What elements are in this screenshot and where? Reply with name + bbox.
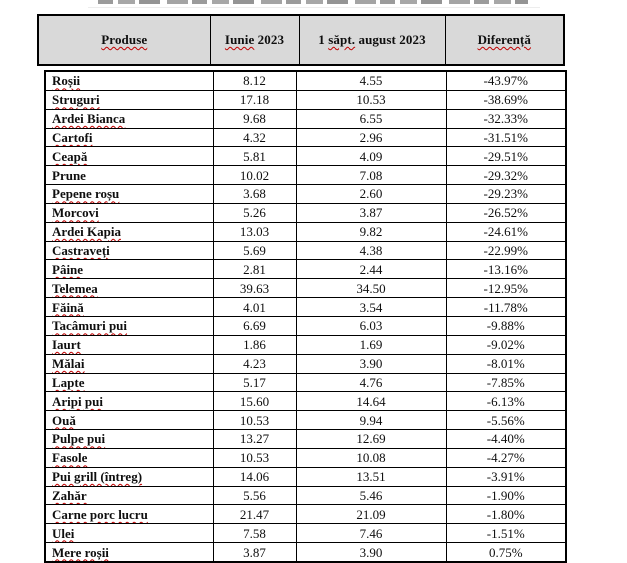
difference-value-cell: -11.78% bbox=[446, 298, 566, 317]
product-name: Ouă bbox=[52, 412, 76, 428]
product-name-cell bbox=[45, 109, 213, 128]
june-value-cell: 4.23 bbox=[213, 354, 296, 373]
table-row bbox=[45, 222, 566, 241]
table-row bbox=[45, 241, 566, 260]
product-name-cell bbox=[45, 279, 213, 298]
august-value-cell: 6.03 bbox=[296, 316, 446, 335]
june-value-cell: 8.12 bbox=[213, 71, 296, 90]
product-name: Ceapă bbox=[52, 148, 88, 164]
product-name: Pâine bbox=[52, 261, 84, 277]
col-header-august-rest: august 2023 bbox=[355, 32, 426, 47]
june-value-cell: 5.69 bbox=[213, 241, 296, 260]
august-value-cell: 10.08 bbox=[296, 448, 446, 467]
table-row bbox=[45, 298, 566, 317]
product-name-cell bbox=[45, 222, 213, 241]
august-value-cell: 9.82 bbox=[296, 222, 446, 241]
col-header-iunie-word: Iunie bbox=[224, 32, 255, 47]
product-name: Tacâmuri pui bbox=[52, 318, 128, 334]
august-value-cell: 9.94 bbox=[296, 411, 446, 430]
difference-value-cell: -9.88% bbox=[446, 316, 566, 335]
product-name: Roșii bbox=[52, 73, 81, 89]
table-row bbox=[45, 335, 566, 354]
june-value-cell: 39.63 bbox=[213, 279, 296, 298]
june-value-cell: 4.01 bbox=[213, 298, 296, 317]
august-value-cell: 3.54 bbox=[296, 298, 446, 317]
table-row bbox=[45, 279, 566, 298]
table-row bbox=[45, 128, 566, 147]
product-name: Mălai bbox=[52, 356, 85, 372]
col-header-august-prefix: 1 bbox=[318, 32, 329, 47]
difference-value-cell: -29.51% bbox=[446, 147, 566, 166]
difference-value-cell: -7.85% bbox=[446, 373, 566, 392]
august-value-cell: 4.09 bbox=[296, 147, 446, 166]
table-row bbox=[45, 373, 566, 392]
product-name-cell bbox=[45, 71, 213, 90]
table-row bbox=[45, 448, 566, 467]
product-name-cell bbox=[45, 166, 213, 185]
title-underline bbox=[88, 7, 540, 8]
august-value-cell: 4.55 bbox=[296, 71, 446, 90]
august-value-cell: 13.51 bbox=[296, 467, 446, 486]
june-value-cell: 10.53 bbox=[213, 411, 296, 430]
product-name-cell bbox=[45, 392, 213, 411]
product-name-cell bbox=[45, 185, 213, 204]
products-table-body bbox=[45, 71, 566, 562]
table-row bbox=[45, 316, 566, 335]
clipped-title-text bbox=[98, 0, 528, 4]
product-name-cell bbox=[45, 335, 213, 354]
product-name-cell bbox=[45, 411, 213, 430]
june-value-cell: 6.69 bbox=[213, 316, 296, 335]
june-value-cell: 5.17 bbox=[213, 373, 296, 392]
august-value-cell: 14.64 bbox=[296, 392, 446, 411]
difference-value-cell: -31.51% bbox=[446, 128, 566, 147]
difference-value-cell: -13.16% bbox=[446, 260, 566, 279]
product-name: Mere roșii bbox=[52, 544, 109, 560]
august-value-cell: 2.44 bbox=[296, 260, 446, 279]
product-name-cell bbox=[45, 486, 213, 505]
june-value-cell: 4.32 bbox=[213, 128, 296, 147]
table-row bbox=[45, 524, 566, 543]
difference-value-cell: -5.56% bbox=[446, 411, 566, 430]
difference-value-cell: -12.95% bbox=[446, 279, 566, 298]
product-name-cell bbox=[45, 147, 213, 166]
product-name: Iaurt bbox=[52, 337, 81, 353]
june-value-cell: 15.60 bbox=[213, 392, 296, 411]
table-row bbox=[45, 411, 566, 430]
product-name: Ardei Bianca bbox=[52, 111, 126, 127]
table-row bbox=[45, 109, 566, 128]
difference-value-cell: -9.02% bbox=[446, 335, 566, 354]
product-name: Aripi pui bbox=[52, 393, 103, 409]
table-row bbox=[45, 430, 566, 449]
table-row bbox=[45, 90, 566, 109]
col-header-iunie-2023 bbox=[210, 15, 299, 65]
difference-value-cell: -1.80% bbox=[446, 505, 566, 524]
table-row bbox=[45, 392, 566, 411]
august-value-cell: 12.69 bbox=[296, 430, 446, 449]
difference-value-cell: -43.97% bbox=[446, 71, 566, 90]
august-value-cell: 21.09 bbox=[296, 505, 446, 524]
difference-value-cell: -3.91% bbox=[446, 467, 566, 486]
product-name-cell bbox=[45, 505, 213, 524]
product-name-cell bbox=[45, 467, 213, 486]
product-name-cell bbox=[45, 543, 213, 562]
table-row bbox=[45, 543, 566, 562]
june-value-cell: 17.18 bbox=[213, 90, 296, 109]
august-value-cell: 4.76 bbox=[296, 373, 446, 392]
august-value-cell: 5.46 bbox=[296, 486, 446, 505]
product-name: Zahăr bbox=[52, 487, 87, 503]
product-name-cell bbox=[45, 524, 213, 543]
june-value-cell: 9.68 bbox=[213, 109, 296, 128]
august-value-cell: 34.50 bbox=[296, 279, 446, 298]
difference-value-cell: -24.61% bbox=[446, 222, 566, 241]
table-row bbox=[45, 354, 566, 373]
products-table-header bbox=[37, 14, 565, 66]
product-name: Fasole bbox=[52, 450, 88, 466]
product-name: Lapte bbox=[52, 374, 85, 390]
product-name: Pepene roșu bbox=[52, 186, 120, 202]
june-value-cell: 13.03 bbox=[213, 222, 296, 241]
table-row bbox=[45, 71, 566, 90]
table-row bbox=[45, 166, 566, 185]
product-name-cell bbox=[45, 241, 213, 260]
june-value-cell: 3.68 bbox=[213, 185, 296, 204]
col-header-diferenta-label: Diferență bbox=[477, 32, 531, 47]
difference-value-cell: -32.33% bbox=[446, 109, 566, 128]
col-header-diferenta bbox=[445, 15, 564, 65]
product-name-cell bbox=[45, 260, 213, 279]
august-value-cell: 3.90 bbox=[296, 543, 446, 562]
august-value-cell: 4.38 bbox=[296, 241, 446, 260]
difference-value-cell: -26.52% bbox=[446, 203, 566, 222]
difference-value-cell: -29.32% bbox=[446, 166, 566, 185]
june-value-cell: 5.26 bbox=[213, 203, 296, 222]
difference-value-cell: -29.23% bbox=[446, 185, 566, 204]
product-name-cell bbox=[45, 128, 213, 147]
june-value-cell: 10.53 bbox=[213, 448, 296, 467]
august-value-cell: 10.53 bbox=[296, 90, 446, 109]
june-value-cell: 5.81 bbox=[213, 147, 296, 166]
june-value-cell: 2.81 bbox=[213, 260, 296, 279]
june-value-cell: 14.06 bbox=[213, 467, 296, 486]
difference-value-cell: -6.13% bbox=[446, 392, 566, 411]
header-row bbox=[38, 15, 564, 65]
august-value-cell: 1.69 bbox=[296, 335, 446, 354]
august-value-cell: 3.90 bbox=[296, 354, 446, 373]
june-value-cell: 21.47 bbox=[213, 505, 296, 524]
product-name: Struguri bbox=[52, 92, 100, 108]
product-name: Pui grill (întreg) bbox=[52, 469, 143, 485]
product-name-cell bbox=[45, 298, 213, 317]
june-value-cell: 7.58 bbox=[213, 524, 296, 543]
col-header-produse-label: Produse bbox=[101, 32, 148, 47]
august-value-cell: 7.46 bbox=[296, 524, 446, 543]
table-row bbox=[45, 203, 566, 222]
difference-value-cell: -8.01% bbox=[446, 354, 566, 373]
product-name-cell bbox=[45, 90, 213, 109]
june-value-cell: 1.86 bbox=[213, 335, 296, 354]
product-name: Castraveți bbox=[52, 243, 110, 259]
product-name-cell bbox=[45, 203, 213, 222]
difference-value-cell: 0.75% bbox=[446, 543, 566, 562]
product-name-cell bbox=[45, 316, 213, 335]
table-row bbox=[45, 505, 566, 524]
august-value-cell: 2.60 bbox=[296, 185, 446, 204]
product-name: Prune bbox=[52, 167, 86, 183]
difference-value-cell: -4.40% bbox=[446, 430, 566, 449]
col-header-produse bbox=[38, 15, 210, 65]
col-header-august-2023 bbox=[299, 15, 445, 65]
product-name: Făină bbox=[52, 299, 84, 315]
august-value-cell: 6.55 bbox=[296, 109, 446, 128]
product-name: Morcovi bbox=[52, 205, 99, 221]
table-row bbox=[45, 486, 566, 505]
difference-value-cell: -22.99% bbox=[446, 241, 566, 260]
table-row bbox=[45, 185, 566, 204]
table-row bbox=[45, 467, 566, 486]
product-name: Cartofi bbox=[52, 129, 93, 145]
june-value-cell: 13.27 bbox=[213, 430, 296, 449]
difference-value-cell: -38.69% bbox=[446, 90, 566, 109]
product-name: Pulpe pui bbox=[52, 431, 106, 447]
product-name-cell bbox=[45, 354, 213, 373]
col-header-iunie-year: 2023 bbox=[254, 32, 285, 47]
product-name-cell bbox=[45, 448, 213, 467]
august-value-cell: 7.08 bbox=[296, 166, 446, 185]
product-name: Ardei Kapia bbox=[52, 224, 121, 240]
col-header-august-sapt: săpt. bbox=[328, 32, 356, 47]
product-name-cell bbox=[45, 430, 213, 449]
table-row bbox=[45, 147, 566, 166]
difference-value-cell: -1.90% bbox=[446, 486, 566, 505]
june-value-cell: 3.87 bbox=[213, 543, 296, 562]
difference-value-cell: -4.27% bbox=[446, 448, 566, 467]
products-table bbox=[44, 70, 567, 563]
product-name: Ulei bbox=[52, 525, 75, 541]
june-value-cell: 5.56 bbox=[213, 486, 296, 505]
august-value-cell: 3.87 bbox=[296, 203, 446, 222]
june-value-cell: 10.02 bbox=[213, 166, 296, 185]
product-name-cell bbox=[45, 373, 213, 392]
table-row bbox=[45, 260, 566, 279]
product-name: Telemea bbox=[52, 280, 98, 296]
difference-value-cell: -1.51% bbox=[446, 524, 566, 543]
product-name: Carne porc lucru bbox=[52, 506, 148, 522]
august-value-cell: 2.96 bbox=[296, 128, 446, 147]
